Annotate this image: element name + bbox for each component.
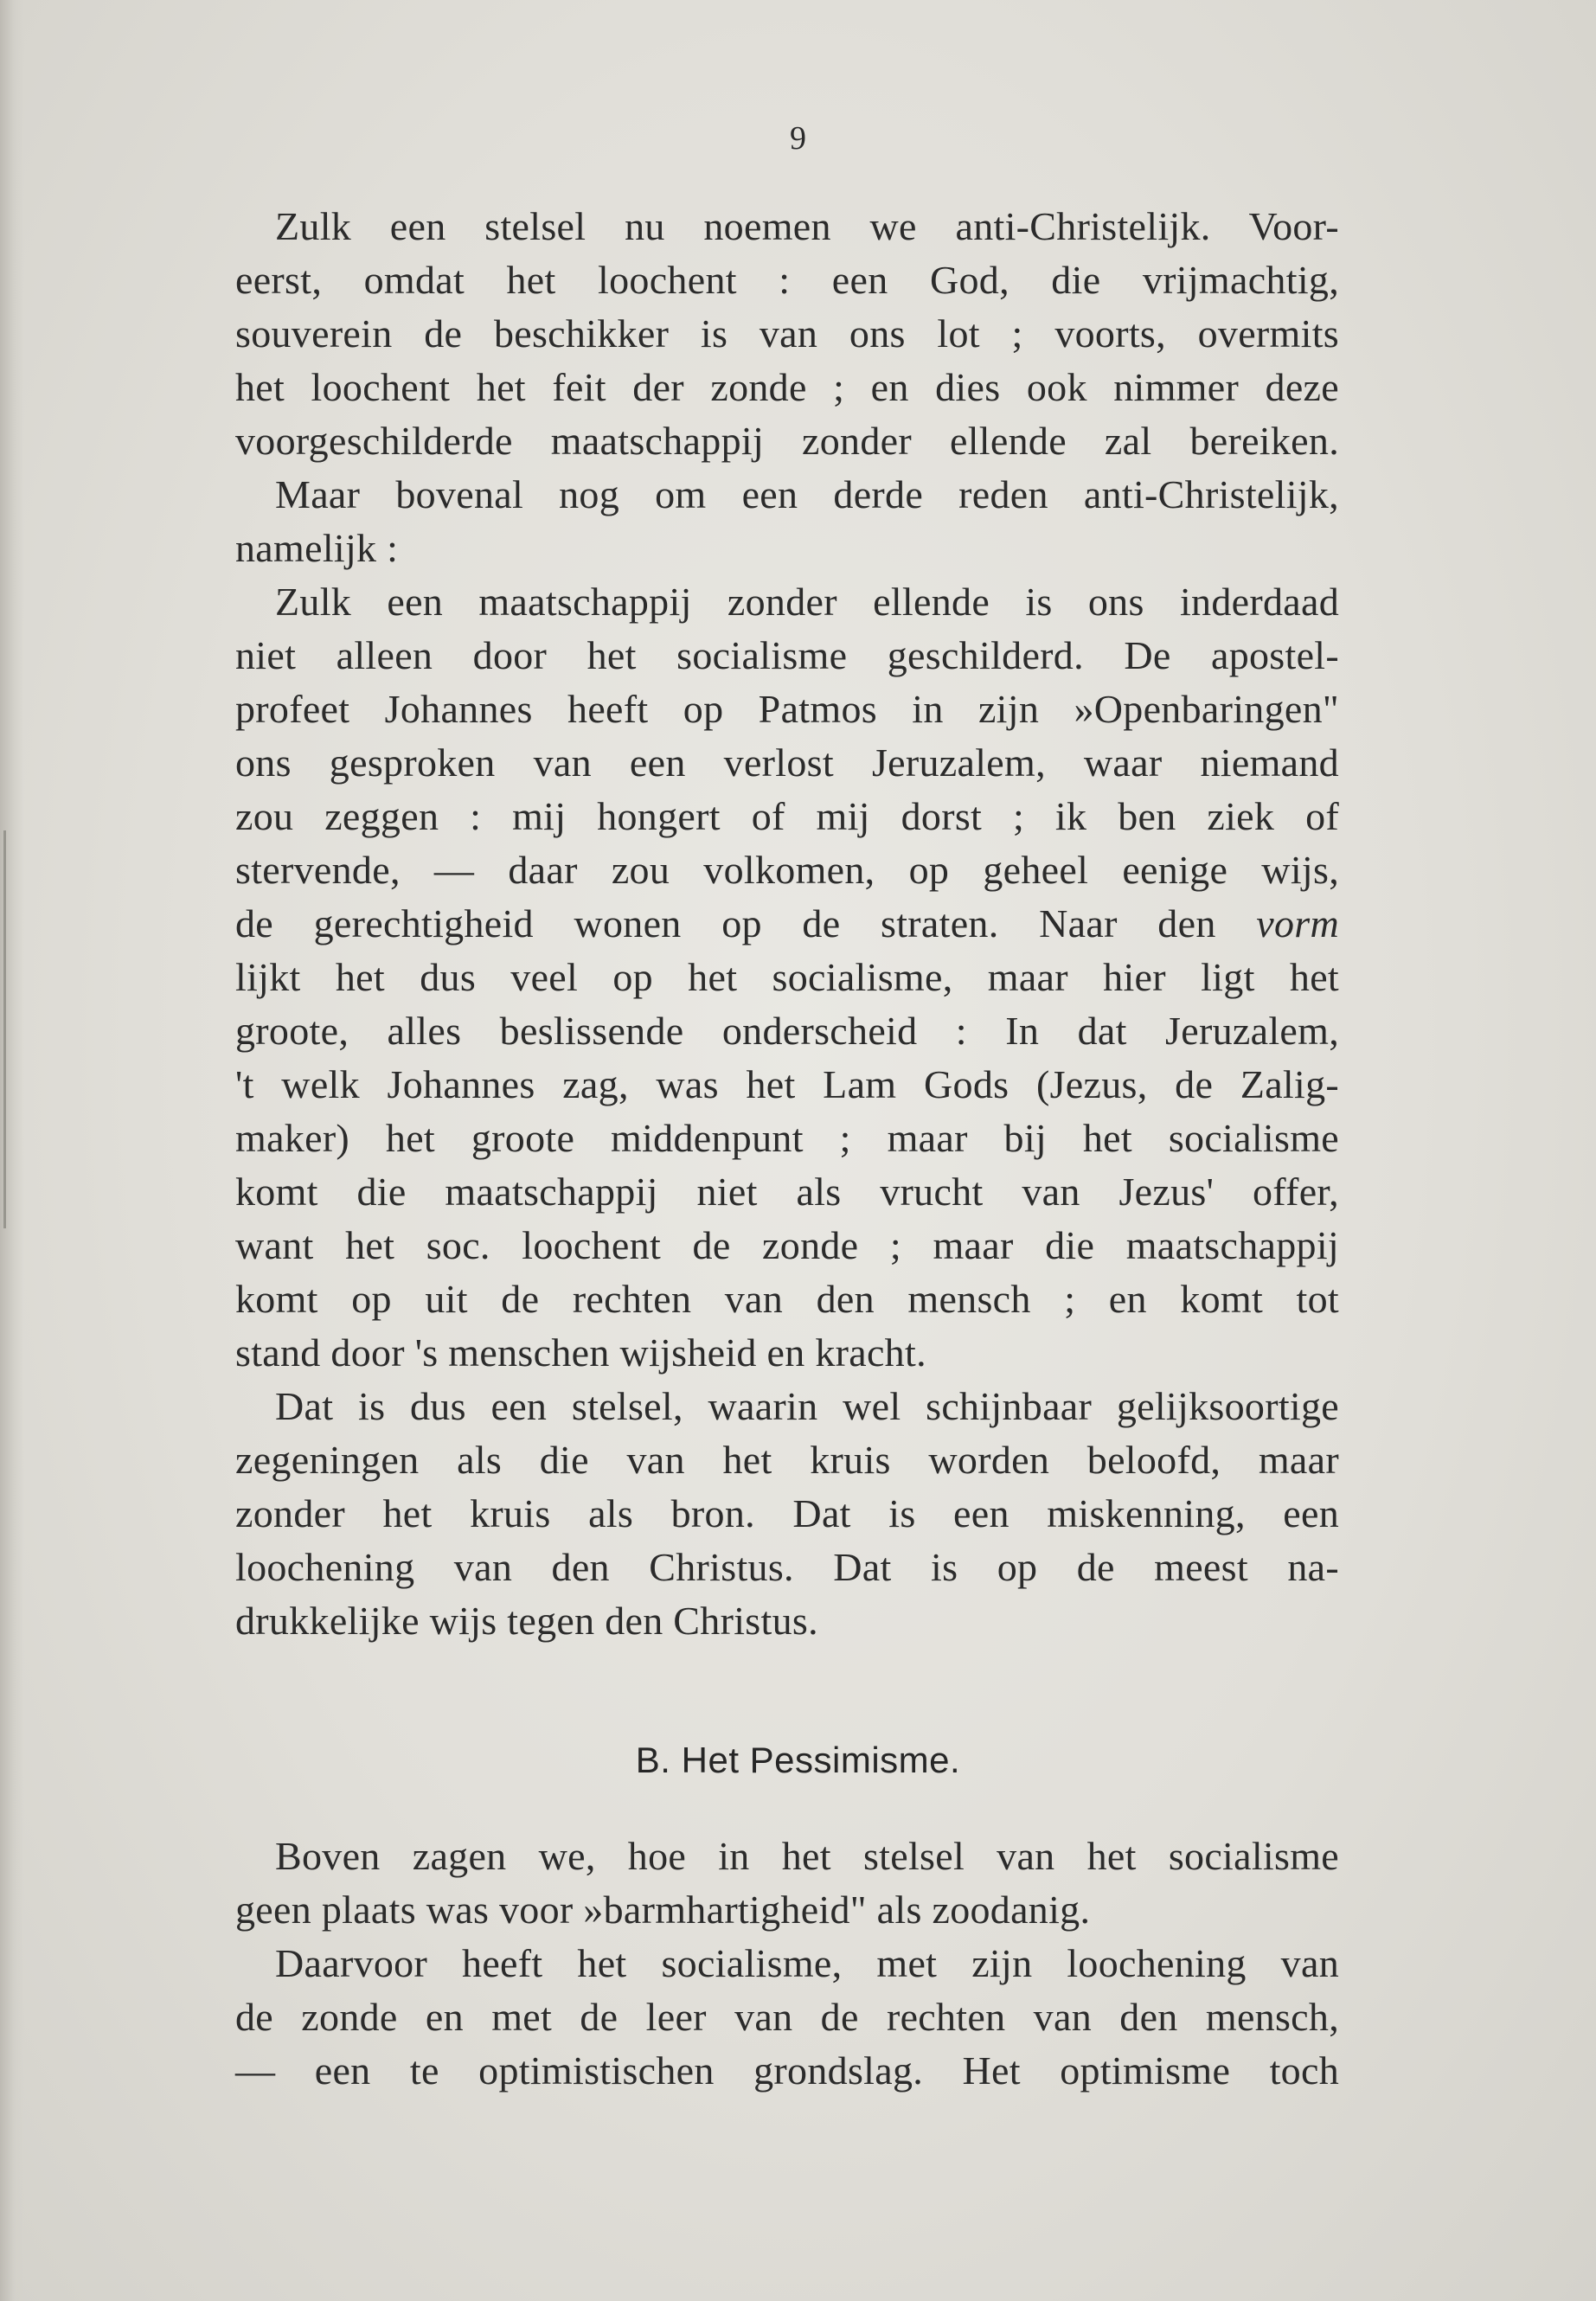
text-line: — een te optimistischen grondslag. Het optimisme toch [235, 2048, 1339, 2093]
text-line: souverein de beschikker is van ons lot ; voorts, overmits [235, 311, 1339, 356]
section-heading: B. Het Pessimisme. [635, 1740, 961, 1780]
text-line: niet alleen door het socialisme geschilderd. De apostel- [235, 633, 1339, 677]
text-line: stervende, — daar zou volkomen, op geheel eenige wijs, [235, 848, 1339, 892]
text-line: het loochent het feit der zonde ; en dies ook nimmer deze [235, 365, 1339, 409]
text-line: zegeningen als die van het kruis worden beloofd, maar [235, 1438, 1339, 1482]
text-line: maker) het groote middenpunt ; maar bij het socialisme [235, 1116, 1339, 1160]
text-line: Maar bovenal nog om een derde reden anti-Christelijk, [275, 472, 1339, 516]
margin-mark [3, 830, 11, 1228]
text-line: zou zeggen : mij hongert of mij dorst ; ik ben ziek of [235, 794, 1339, 838]
text-line: ons gesproken van een verlost Jeruzalem, waar niemand [235, 740, 1339, 785]
text-line: eerst, omdat het loochent : een God, die vrijmachtig, [235, 258, 1339, 302]
text-line: Zulk een stelsel nu noemen we anti-Christelijk. Voor- [275, 204, 1339, 248]
text-line: geen plaats was voor »barmhartigheid" als zoodanig. [235, 1888, 1091, 1932]
text-line: komt die maatschappij niet als vrucht van Jezus' offer, [235, 1170, 1339, 1214]
text-line [235, 898, 1339, 950]
text-line: voorgeschilderde maatschappij zonder ellende zal bereiken. [235, 419, 1339, 463]
text-line: lijkt het dus veel op het socialisme, maar hier ligt het [235, 955, 1339, 999]
text-line: namelijk : [235, 526, 399, 570]
italic-word: vorm [1256, 901, 1339, 945]
text-line: komt op uit de rechten van den mensch ; en komt tot [235, 1277, 1339, 1321]
text-segment: de gerechtigheid wonen op de straten. Naar den [235, 901, 1216, 945]
text-line: drukkelijke wijs tegen den Christus. [235, 1599, 818, 1643]
text-line: groote, alles beslissende onderscheid : In dat Jeruzalem, [235, 1009, 1339, 1053]
text-line: Boven zagen we, hoe in het stelsel van het socialisme [275, 1834, 1339, 1878]
text-line: zonder het kruis als bron. Dat is een miskenning, een [235, 1491, 1339, 1535]
text-line: Dat is dus een stelsel, waarin wel schijnbaar gelijksoortige [275, 1384, 1339, 1428]
text-line: 't welk Johannes zag, was het Lam Gods (Jezus, de Zalig- [235, 1062, 1339, 1106]
text-line: profeet Johannes heeft op Patmos in zijn »Openbaringen" [235, 687, 1339, 731]
text-line: Daarvoor heeft het socialisme, met zijn loochening van [275, 1941, 1339, 1985]
text-line: stand door 's menschen wijsheid en kracht. [235, 1330, 926, 1375]
text-line: de zonde en met de leer van de rechten van den mensch, [235, 1995, 1339, 2039]
page-number: 9 [790, 120, 806, 157]
text-line: Zulk een maatschappij zonder ellende is ons inderdaad [275, 580, 1339, 624]
text-line: loochening van den Christus. Dat is op de meest na- [235, 1545, 1339, 1589]
text-line: want het soc. loochent de zonde ; maar die maatschappij [235, 1223, 1339, 1267]
